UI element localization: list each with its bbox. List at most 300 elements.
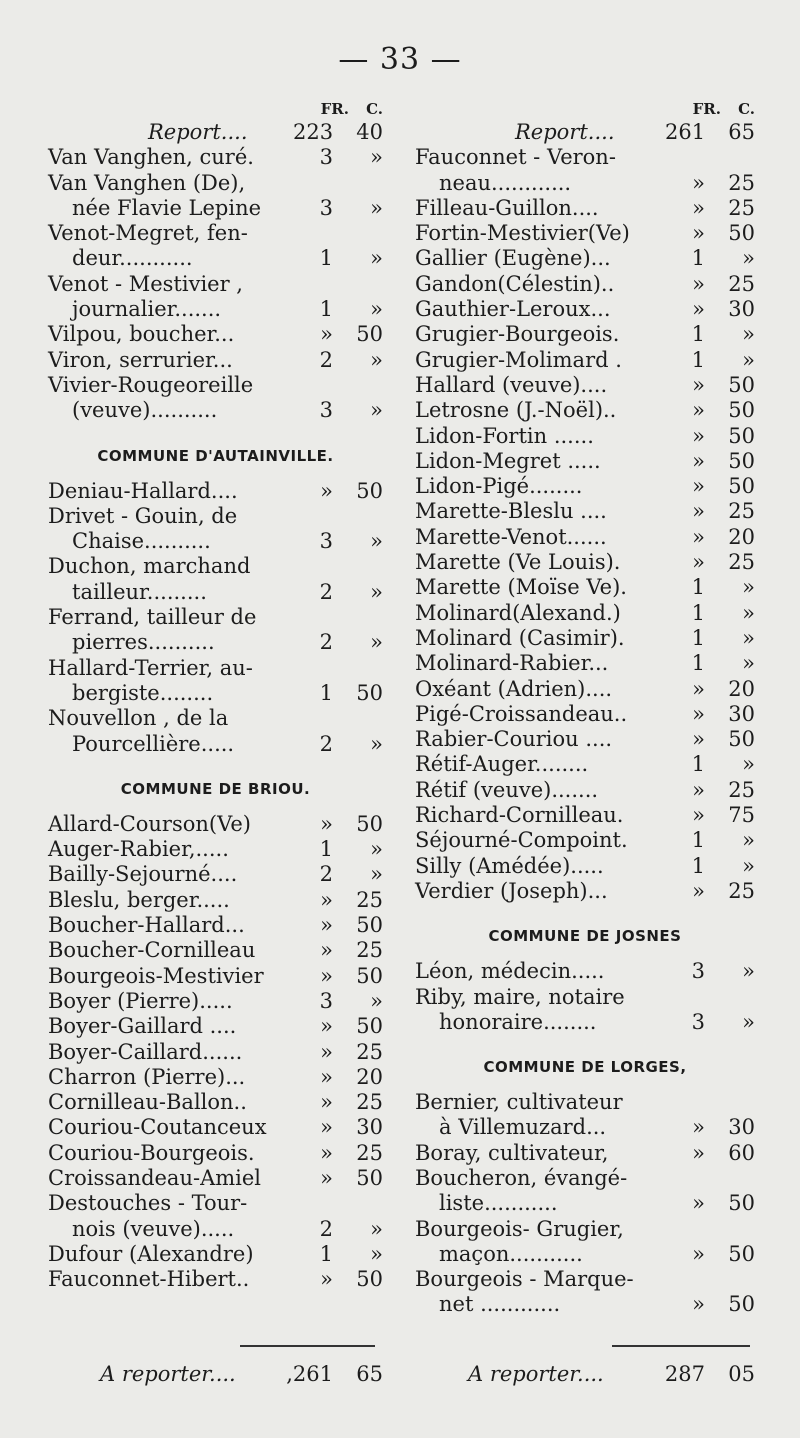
ledger-entry	[48, 1014, 383, 1039]
amount-centimes: 50	[728, 1241, 755, 1266]
contributor-name: Filleau-Guillon....	[415, 195, 599, 220]
ledger-entry	[415, 854, 755, 879]
contributor-name: Venot - Mestivier ,	[48, 271, 243, 296]
contributor-name: Hallard-Terrier, au-	[48, 655, 253, 680]
entry-line	[415, 1242, 755, 1267]
entry-line	[48, 398, 383, 423]
amount-centimes: »	[370, 145, 383, 170]
left-carry-forward	[100, 1360, 383, 1388]
contributor-name: Gallier (Eugène)...	[415, 246, 611, 271]
amount-centimes: 30	[356, 1115, 383, 1140]
contributor-name: Charron (Pierre)...	[48, 1064, 246, 1089]
entry-line	[48, 1267, 383, 1292]
contributor-name: Bourgeois-Mestivier	[48, 963, 264, 988]
contributor-name: Lidon-Pigé........	[415, 474, 583, 499]
contributor-name: Nouvellon , de la	[48, 706, 229, 731]
column-header	[48, 100, 383, 120]
entry-line	[415, 828, 755, 853]
entry-line	[415, 879, 755, 904]
contributor-name: nois (veuve).....	[72, 1216, 235, 1241]
contributor-name: Boucher-Hallard...	[48, 913, 245, 938]
amount-francs: »	[692, 550, 705, 575]
entry-line	[415, 601, 755, 626]
amount-francs: »	[692, 499, 705, 524]
ledger-entry	[415, 322, 755, 347]
entry-line	[48, 732, 383, 757]
amount-francs: 3	[319, 195, 333, 220]
contributor-name: Boyer (Pierre).....	[48, 988, 233, 1013]
column-header	[415, 100, 755, 120]
amount-centimes: 50	[728, 727, 755, 752]
amount-centimes: »	[370, 630, 383, 655]
ledger-entry	[415, 449, 755, 474]
amount-centimes: »	[370, 988, 383, 1013]
amount-centimes: »	[742, 600, 755, 625]
amount-francs: 3	[319, 145, 333, 170]
ledger-entry	[48, 504, 383, 555]
ledger-entry	[415, 575, 755, 600]
ledger-entry	[48, 1090, 383, 1115]
ledger-entry	[48, 1191, 383, 1242]
entry-line	[415, 1217, 755, 1242]
entry-line	[48, 580, 383, 605]
contributor-name: Silly (Amédée).....	[415, 853, 604, 878]
contributor-name: bergiste........	[72, 680, 214, 705]
ledger-entry	[48, 605, 383, 656]
amount-centimes: »	[370, 347, 383, 372]
entry-line	[415, 1292, 755, 1317]
entry-line	[415, 752, 755, 777]
ledger-entry	[48, 1141, 383, 1166]
contributor-name: liste...........	[439, 1191, 558, 1216]
ledger-entry	[415, 525, 755, 550]
amount-francs: »	[320, 938, 333, 963]
amount-francs: »	[692, 1140, 705, 1165]
ledger-entry	[415, 1217, 755, 1268]
amount-centimes: 30	[728, 1115, 755, 1140]
amount-francs: 2	[319, 579, 333, 604]
contributor-name: Oxéant (Adrien)....	[415, 676, 613, 701]
amount-centimes: »	[742, 246, 755, 271]
amount-francs: 1	[319, 297, 333, 322]
contributor-name: Pigé-Croissandeau..	[415, 701, 628, 726]
amount-centimes: 25	[356, 938, 383, 963]
contributor-name: Couriou-Bourgeois.	[48, 1140, 255, 1165]
contributor-name: Rabier-Couriou ....	[415, 727, 613, 752]
amount-francs: »	[320, 1165, 333, 1190]
amount-francs: »	[320, 1140, 333, 1165]
ledger-entry	[415, 373, 755, 398]
ledger-entry	[415, 651, 755, 676]
amount-centimes: »	[370, 246, 383, 271]
amount-francs: »	[320, 963, 333, 988]
report-francs: 261	[665, 120, 706, 144]
left-entries	[48, 145, 383, 1292]
ledger-entry	[48, 913, 383, 938]
centimes-header: C.	[366, 100, 383, 118]
ledger-entry	[415, 1090, 755, 1141]
contributor-name: Hallard (veuve)....	[415, 372, 608, 397]
entry-line	[415, 985, 755, 1010]
right-carry-forward	[468, 1360, 755, 1388]
amount-francs: »	[692, 221, 705, 246]
entry-line	[48, 706, 383, 731]
contributor-name: Bernier, cultivateur	[415, 1090, 623, 1115]
contributor-name: Viron, serrurier...	[48, 347, 233, 372]
entry-line	[415, 1090, 755, 1115]
amount-francs: »	[320, 478, 333, 503]
contributor-name: journalier.......	[72, 297, 222, 322]
contributor-name: Gandon(Célestin)..	[415, 271, 615, 296]
amount-centimes: 50	[356, 1014, 383, 1039]
commune-heading: COMMUNE D'AUTAINVILLE.	[97, 446, 334, 465]
entry-line	[415, 959, 755, 984]
entry-line	[48, 837, 383, 862]
entry-line	[48, 1115, 383, 1140]
amount-francs: »	[320, 1039, 333, 1064]
right-column	[415, 100, 755, 1318]
ledger-entry	[48, 1115, 383, 1140]
report-label: Report....	[515, 120, 615, 144]
contributor-name: maçon...........	[439, 1241, 583, 1266]
amount-centimes: 50	[728, 448, 755, 473]
entry-line	[415, 297, 755, 322]
amount-centimes: »	[742, 752, 755, 777]
entry-line	[48, 656, 383, 681]
carry-forward-centimes: 65	[356, 1362, 383, 1386]
entry-line	[415, 702, 755, 727]
amount-francs: »	[692, 777, 705, 802]
entry-line	[48, 989, 383, 1014]
contributor-name: honoraire........	[439, 1009, 597, 1034]
entry-line	[415, 499, 755, 524]
entry-line	[48, 221, 383, 246]
francs-header: FR.	[692, 100, 721, 118]
amount-francs: 3	[691, 959, 705, 984]
contributor-name: Auger-Rabier,.....	[48, 837, 229, 862]
contributor-name: Drivet - Gouin, de	[48, 503, 238, 528]
ledger-entry	[415, 398, 755, 423]
carry-forward-label: A reporter....	[100, 1362, 236, 1386]
contributor-name: née Flavie Lepine	[72, 195, 262, 220]
amount-francs: »	[692, 423, 705, 448]
contributor-name: Fauconnet - Veron-	[415, 145, 616, 170]
amount-francs: 1	[319, 837, 333, 862]
contributor-name: Grugier-Molimard .	[415, 347, 622, 372]
entry-line	[48, 322, 383, 347]
ledger-entry	[415, 550, 755, 575]
amount-francs: 2	[319, 630, 333, 655]
contributor-name: Venot-Megret, fen-	[48, 221, 248, 246]
contributor-name: Vilpou, boucher...	[48, 322, 235, 347]
ledger-entry	[415, 626, 755, 651]
contributor-name: Rétif (veuve).......	[415, 777, 599, 802]
commune-heading: COMMUNE DE LORGES,	[483, 1058, 687, 1077]
amount-francs: »	[692, 474, 705, 499]
ledger-entry	[415, 601, 755, 626]
ledger-entry	[415, 879, 755, 904]
entry-line	[48, 1242, 383, 1267]
amount-francs: »	[692, 372, 705, 397]
amount-centimes: »	[370, 1216, 383, 1241]
amount-francs: »	[320, 913, 333, 938]
contributor-name: pierres..........	[72, 630, 215, 655]
contributor-name: Richard-Cornilleau.	[415, 803, 624, 828]
ledger-entry	[48, 1166, 383, 1191]
ledger-entry	[415, 828, 755, 853]
ledger-entry	[48, 812, 383, 837]
entry-line	[48, 373, 383, 398]
amount-francs: 2	[319, 731, 333, 756]
section-spacer	[48, 757, 383, 771]
entry-line	[415, 525, 755, 550]
contributor-name: Letrosne (J.-Noël)..	[415, 398, 617, 423]
amount-francs: 1	[691, 347, 705, 372]
contributor-name: Boyer-Caillard......	[48, 1039, 243, 1064]
amount-francs: 1	[691, 600, 705, 625]
entry-line	[415, 727, 755, 752]
amount-francs: »	[320, 1267, 333, 1292]
ledger-entry	[415, 1267, 755, 1318]
amount-centimes: »	[742, 959, 755, 984]
contributor-name: Grugier-Bourgeois.	[415, 322, 620, 347]
amount-francs: »	[692, 297, 705, 322]
entry-line	[415, 272, 755, 297]
contributor-name: Verdier (Joseph)...	[415, 878, 608, 903]
entry-line	[48, 1040, 383, 1065]
entry-line	[48, 1065, 383, 1090]
ledger-entry	[415, 985, 755, 1036]
amount-centimes: »	[370, 579, 383, 604]
amount-francs: 1	[319, 1241, 333, 1266]
contributor-name: Chaise..........	[72, 529, 211, 554]
contributor-name: Vivier-Rougeoreille	[48, 372, 254, 397]
contributor-name: (veuve)..........	[72, 398, 218, 423]
amount-centimes: »	[742, 347, 755, 372]
amount-francs: »	[692, 398, 705, 423]
amount-centimes: »	[370, 837, 383, 862]
entry-line	[415, 575, 755, 600]
entry-line	[415, 221, 755, 246]
amount-centimes: 25	[728, 499, 755, 524]
entry-line	[48, 681, 383, 706]
contributor-name: Allard-Courson(Ve)	[48, 811, 251, 836]
amount-centimes: 50	[356, 478, 383, 503]
amount-francs: »	[320, 1014, 333, 1039]
amount-centimes: »	[742, 828, 755, 853]
carry-forward-label: A reporter....	[468, 1362, 604, 1386]
section-spacer	[48, 424, 383, 438]
amount-francs: 3	[319, 988, 333, 1013]
ledger-entry	[415, 752, 755, 777]
amount-centimes: 25	[728, 777, 755, 802]
contributor-name: Boucheron, évangé-	[415, 1165, 628, 1190]
ledger-entry	[48, 348, 383, 373]
entry-line	[415, 854, 755, 879]
amount-centimes: 50	[728, 221, 755, 246]
ledger-entry	[48, 1242, 383, 1267]
amount-francs: »	[692, 524, 705, 549]
amount-francs: »	[692, 727, 705, 752]
entry-line	[415, 677, 755, 702]
entry-line	[415, 550, 755, 575]
entry-line	[48, 272, 383, 297]
amount-centimes: »	[370, 195, 383, 220]
contributor-name: Bleslu, berger.....	[48, 887, 230, 912]
amount-francs: 1	[691, 853, 705, 878]
report-line	[415, 120, 755, 145]
ledger-entry	[415, 272, 755, 297]
entry-line	[48, 938, 383, 963]
entry-line	[415, 1267, 755, 1292]
page-number: — 33 —	[338, 42, 462, 77]
report-centimes: 65	[728, 120, 755, 144]
contributor-name: Fauconnet-Hibert..	[48, 1267, 250, 1292]
ledger-entry	[415, 424, 755, 449]
contributor-name: Gauthier-Leroux...	[415, 297, 611, 322]
entry-line	[48, 605, 383, 630]
ledger-entry	[48, 479, 383, 504]
ledger-entry	[415, 499, 755, 524]
contributor-name: Ferrand, tailleur de	[48, 605, 257, 630]
amount-francs: »	[692, 271, 705, 296]
contributor-name: Pourcellière.....	[72, 731, 235, 756]
entry-line	[48, 1141, 383, 1166]
contributor-name: à Villemuzard...	[439, 1115, 607, 1140]
entry-line	[48, 964, 383, 989]
contributor-name: Bailly-Sejourné....	[48, 862, 238, 887]
amount-francs: 3	[319, 398, 333, 423]
amount-francs: »	[320, 322, 333, 347]
amount-francs: 1	[691, 828, 705, 853]
entry-line	[415, 778, 755, 803]
entry-line	[48, 554, 383, 579]
amount-centimes: 50	[728, 474, 755, 499]
contributor-name: Dufour (Alexandre)	[48, 1241, 254, 1266]
ledger-entry	[415, 297, 755, 322]
amount-centimes: 20	[356, 1064, 383, 1089]
contributor-name: Boyer-Gaillard ....	[48, 1014, 237, 1039]
ledger-entry	[48, 888, 383, 913]
ledger-entry	[48, 221, 383, 272]
ledger-entry	[48, 964, 383, 989]
amount-centimes: 50	[728, 1191, 755, 1216]
amount-francs: »	[692, 803, 705, 828]
amount-centimes: »	[370, 731, 383, 756]
contributor-name: tailleur.........	[72, 579, 207, 604]
amount-francs: 1	[319, 680, 333, 705]
contributor-name: Van Vanghen, curé.	[48, 145, 254, 170]
ledger-entry	[48, 272, 383, 323]
ledger-entry	[415, 727, 755, 752]
amount-centimes: »	[742, 625, 755, 650]
amount-centimes: 20	[728, 524, 755, 549]
amount-francs: »	[692, 195, 705, 220]
francs-header: FR.	[320, 100, 349, 118]
amount-centimes: 25	[356, 1090, 383, 1115]
amount-centimes: 75	[728, 803, 755, 828]
contributor-name: Boray, cultivateur,	[415, 1140, 609, 1165]
entry-line	[415, 145, 755, 170]
contributor-name: Duchon, marchand	[48, 554, 251, 579]
contributor-name: deur...........	[72, 246, 193, 271]
ledger-entry	[415, 348, 755, 373]
contributor-name: Léon, médecin.....	[415, 959, 605, 984]
amount-centimes: 30	[728, 297, 755, 322]
amount-centimes: 25	[728, 550, 755, 575]
entry-line	[415, 246, 755, 271]
amount-francs: »	[692, 1292, 705, 1317]
ledger-entry	[48, 837, 383, 862]
ledger-entry	[415, 778, 755, 803]
amount-centimes: 25	[356, 1140, 383, 1165]
contributor-name: Riby, maire, notaire	[415, 984, 625, 1009]
amount-centimes: 25	[728, 195, 755, 220]
contributor-name: Boucher-Cornilleau	[48, 938, 256, 963]
ledger-entry	[48, 145, 383, 170]
entry-line	[415, 449, 755, 474]
contributor-name: Croissandeau-Amiel	[48, 1165, 262, 1190]
entry-line	[48, 479, 383, 504]
contributor-name: Molinard (Casimir).	[415, 625, 625, 650]
amount-centimes: »	[370, 862, 383, 887]
amount-francs: »	[320, 1090, 333, 1115]
amount-francs: 2	[319, 347, 333, 372]
entry-line	[48, 1217, 383, 1242]
amount-francs: 2	[319, 1216, 333, 1241]
entry-line	[48, 171, 383, 196]
ledger-entry	[48, 373, 383, 424]
amount-centimes: »	[370, 1241, 383, 1266]
entry-line	[48, 913, 383, 938]
amount-centimes: 50	[356, 811, 383, 836]
report-francs: 223	[293, 120, 334, 144]
contributor-name: Molinard-Rabier...	[415, 651, 609, 676]
carry-forward-francs: ,261	[286, 1362, 333, 1386]
amount-francs: »	[320, 887, 333, 912]
entry-line	[415, 322, 755, 347]
amount-francs: 1	[691, 575, 705, 600]
amount-francs: »	[692, 1191, 705, 1216]
amount-centimes: 20	[728, 676, 755, 701]
section-spacer	[415, 1035, 755, 1049]
amount-francs: 1	[691, 651, 705, 676]
ledger-entry	[48, 1267, 383, 1292]
amount-centimes: 50	[356, 913, 383, 938]
amount-francs: »	[692, 878, 705, 903]
contributor-name: Cornilleau-Ballon..	[48, 1090, 247, 1115]
contributor-name: Marette (Ve Louis).	[415, 550, 621, 575]
contributor-name: Destouches - Tour-	[48, 1191, 248, 1216]
entry-line	[415, 424, 755, 449]
ledger-entry	[415, 474, 755, 499]
entry-line	[48, 1014, 383, 1039]
entry-line	[48, 812, 383, 837]
ledger-entry	[415, 221, 755, 246]
amount-centimes: 50	[356, 963, 383, 988]
contributor-name: Rétif-Auger........	[415, 752, 589, 777]
amount-francs: »	[320, 1064, 333, 1089]
entry-line	[415, 1115, 755, 1140]
amount-centimes: 30	[728, 701, 755, 726]
ledger-entry	[415, 803, 755, 828]
amount-francs: »	[320, 811, 333, 836]
amount-centimes: »	[742, 575, 755, 600]
entry-line	[48, 145, 383, 170]
entry-line	[48, 246, 383, 271]
entry-line	[48, 504, 383, 529]
entry-line	[48, 862, 383, 887]
